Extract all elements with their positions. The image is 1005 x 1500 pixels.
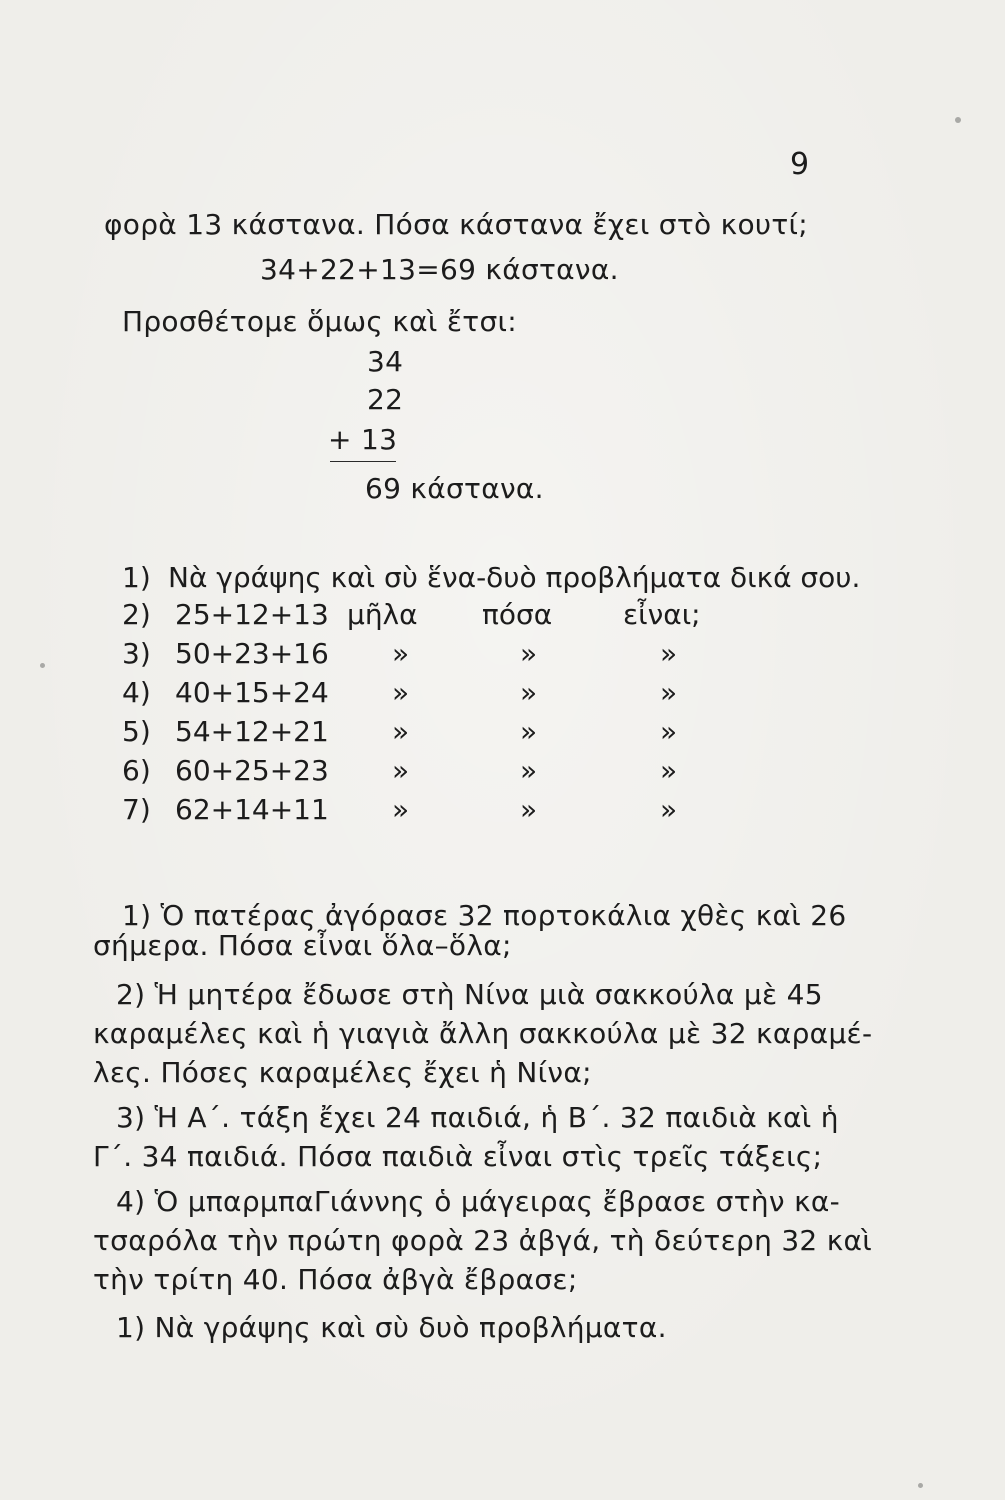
exercise-col-3: » [660,793,678,826]
exercise-label: 3) [122,637,151,670]
exercise-col-2: » [520,715,538,748]
exercise-expression: 54+12+21 [175,715,329,748]
exercise-label: 4) [122,676,151,709]
problem-4-line-2: τσαρόλα τὴν πρώτη φορὰ 23 ἀβγά, τὴ δεύτερη 32 καὶ [93,1224,873,1257]
exercise-col-2: πόσα [482,598,553,631]
problem-1-line-1: 1) Ὁ πατέρας ἀγόρασε 32 πορτοκάλια χθὲς καὶ 26 [122,899,847,932]
exercise-col-1: μῆλα [347,598,418,631]
intro-equation: 34+22+13=69 κάστανα. [260,253,619,286]
exercise-expression: 40+15+24 [175,676,329,709]
exercise-col-2: » [520,637,538,670]
exercise-expression: 50+23+16 [175,637,329,670]
problem-2-line-2: καραμέλες καὶ ἡ γιαγιὰ ἄλλη σακκούλα μὲ 32 καραμέ- [93,1017,873,1050]
exercise-col-1: » [392,676,410,709]
exercise-expression: 62+14+11 [175,793,329,826]
problem-4-line-3: τὴν τρίτη 40. Πόσα ἀβγὰ ἔβρασε; [93,1263,578,1296]
problem-2-line-3: λες. Πόσες καραμέλες ἔχει ἡ Νίνα; [93,1056,592,1089]
exercise-col-1: » [392,793,410,826]
exercise-col-2: » [520,676,538,709]
paper-speck [40,663,45,668]
page-number: 9 [790,147,810,182]
paper-speck [955,117,961,123]
exercise-col-1: » [392,637,410,670]
exercise-label: 6) [122,754,151,787]
exercise-col-3: » [660,637,678,670]
problem-1-line-2: σήμερα. Πόσα εἶναι ὅλα–ὅλα; [93,929,512,962]
vertical-addend-2: 22 [367,383,404,416]
exercise-col-3: » [660,676,678,709]
exercise-label: 5) [122,715,151,748]
problem-4-line-1: 4) Ὁ μπαρμπαΓιάννης ὁ μάγειρας ἔβρασε στὴν κα- [116,1185,841,1218]
exercise-label: 7) [122,793,151,826]
vertical-addend-3: + 13 [328,423,398,456]
exercise-col-3: εἶναι; [623,598,701,631]
exercise-text: Νὰ γράψης καὶ σὺ ἕνα-δυὸ προβλήματα δικά σου. [168,561,861,594]
exercise-label: 2) [122,598,151,631]
problem-5-line-1: 1) Νὰ γράψης καὶ σὺ δυὸ προβλήματα. [116,1311,667,1344]
exercise-expression: 60+25+23 [175,754,329,787]
intro-line-1: φορὰ 13 κάστανα. Πόσα κάστανα ἔχει στὸ κουτί; [104,208,809,241]
problem-3-line-2: Γ΄. 34 παιδιά. Πόσα παιδιὰ εἶναι στὶς τρεῖς τάξεις; [93,1140,823,1173]
exercise-expression: 25+12+13 [175,598,329,631]
exercise-col-2: » [520,754,538,787]
vertical-addend-1: 34 [367,345,404,378]
exercise-col-2: » [520,793,538,826]
problem-2-line-1: 2) Ἡ μητέρα ἔδωσε στὴ Νίνα μιὰ σακκούλα μὲ 45 [116,978,823,1011]
exercise-col-1: » [392,715,410,748]
exercise-label: 1) [122,561,151,594]
vertical-result: 69 κάστανα. [365,472,544,505]
intro-line-3: Προσθέτομε ὅμως καὶ ἔτσι: [122,305,518,338]
sum-rule [330,461,396,462]
problem-3-line-1: 3) Ἡ Α΄. τάξη ἔχει 24 παιδιά, ἡ Β΄. 32 παιδιὰ καὶ ἡ [116,1101,839,1134]
exercise-col-3: » [660,754,678,787]
exercise-col-3: » [660,715,678,748]
exercise-col-1: » [392,754,410,787]
paper-speck [918,1483,923,1488]
